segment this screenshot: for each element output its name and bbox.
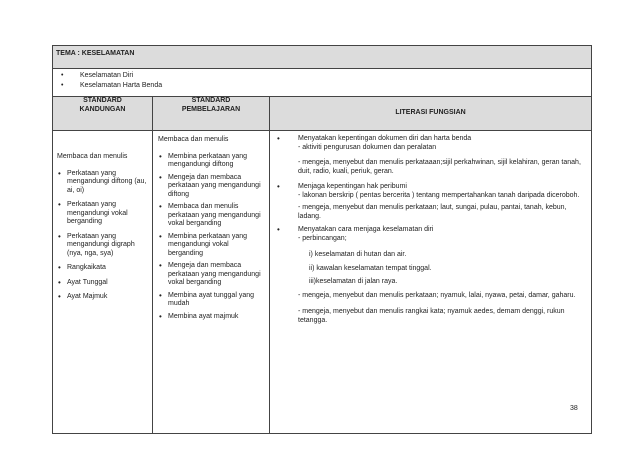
tema-list-item: • Keselamatan Diri (55, 71, 588, 81)
header-standard-pembelajaran (153, 97, 270, 131)
list-item: • Rangkaikata (55, 264, 150, 273)
sk-title: Membaca dan menulis (57, 153, 128, 160)
sp-list (156, 153, 265, 322)
list-item: • Membina ayat majmuk (156, 313, 265, 322)
lf-item: • Menjaga kepentingan hak peribumi - lakonan berskrip ( pentas bercerita ) tentang mempertahankan tanah daripada diceroboh. (277, 182, 580, 199)
lf-item-subtext: - aktiviti pengurusan dokumen dan peralatan (298, 143, 437, 151)
sk-list (55, 170, 150, 302)
lf-subtext: - mengeja, menyebut dan menulis rangkai kata; nyamuk aedes, demam denggi, rukun tetangga. (298, 308, 565, 324)
standard-pembelajaran-cell (153, 131, 270, 434)
list-item: • Mengeja dan membaca perkataan yang mengandungi vokal berganding (156, 262, 265, 288)
header-literasi-fungsian: LITERASI FUNGSIAN (270, 97, 592, 131)
list-item: • Mengeja dan membaca perkataan yang mengandungi diftong (156, 174, 265, 200)
page-number: 38 (570, 405, 578, 412)
list-item: • Perkataan yang mengandungi digraph (nya, nga, sya) (55, 233, 150, 259)
tema-list-item: • Keselamatan Harta Benda (55, 81, 588, 91)
lf-item-text: Menyatakan kepentingan dokumen diri dan harta benda (298, 135, 472, 142)
header-line: STANDARD (83, 97, 122, 104)
lf-enum-item: iii)keselamatan di jalan raya. (309, 278, 398, 285)
list-item: • Membina perkataan yang mengandungi diftong (156, 153, 265, 170)
lf-enum-item: ii) kawalan keselamatan tempat tinggal. (309, 264, 432, 272)
lf-item-text: Menjaga kepentingan hak peribumi (298, 183, 407, 190)
list-item: • Perkataan yang mengandungi diftong (au, ai, oi) (55, 170, 150, 196)
lf-item-subtext: - lakonan berskrip ( pentas bercerita ) tentang mempertahankan tanah daripada diceroboh. (298, 191, 580, 199)
lf-subtext: - mengeja, menyebut dan menulis perkataan; laut, sungai, pulau, pantai, tanah, kebun, ladang. (298, 204, 567, 220)
header-line: STANDARD (191, 97, 231, 104)
list-item: • Perkataan yang mengandungi vokal berganding (55, 201, 150, 227)
list-item: • Ayat Tunggal (55, 279, 150, 288)
tema-list (55, 71, 588, 91)
lf-item-text: Menyatakan cara menjaga keselamatan diri (298, 226, 434, 233)
lf-subtext: - mengeja, menyebut dan menulis perkataaan;sijil perkahwinan, sijil kelahiran, geran tanah, duit, radio, kuali, periuk, geran. (298, 159, 581, 175)
curriculum-table (52, 45, 592, 434)
sp-title: Membaca dan menulis (158, 136, 229, 143)
header-line: PEMBELAJARAN (181, 105, 241, 113)
literasi-fungsian-cell (270, 131, 592, 434)
list-item: • Membina perkataan yang mengandungi vokal berganding (156, 233, 265, 259)
lf-enum-item: i) keselamatan di hutan dan air. (309, 251, 407, 258)
list-item: • Membina ayat tunggal yang mudah (156, 292, 265, 309)
tema-heading: TEMA : KESELAMATAN (53, 46, 592, 69)
header-standard-kandungan (53, 97, 153, 131)
lf-item-subtext: - perbincangan; (298, 234, 347, 242)
lf-subtext: - mengeja, menyebut dan menulis perkataan; nyamuk, lalai, nyawa, petai, damar, gaharu. (298, 291, 576, 299)
standard-kandungan-cell (53, 131, 153, 434)
list-item: • Ayat Majmuk (55, 293, 150, 302)
header-line: KANDUNGAN (79, 105, 126, 113)
lf-item: • Menyatakan kepentingan dokumen diri dan harta benda - aktiviti pengurusan dokumen dan peralatan (277, 134, 472, 151)
lf-item: • Menyatakan cara menjaga keselamatan diri - perbincangan; (277, 225, 434, 242)
list-item: • Membaca dan menulis perkataan yang mengandungi vokal berganding (156, 203, 265, 229)
tema-list-cell (53, 69, 592, 97)
